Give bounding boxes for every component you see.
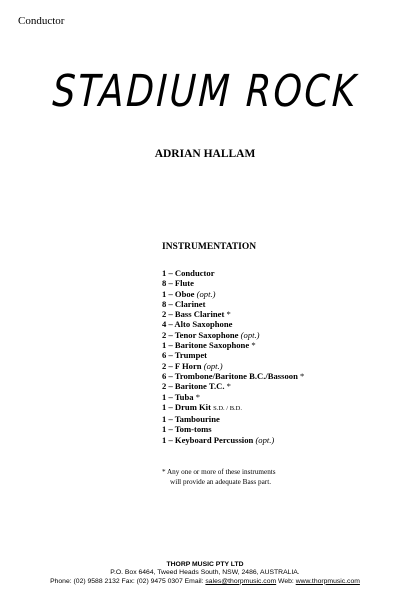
instrument-item: [162, 392, 304, 402]
phone-fax-label: Phone: (02) 9588 2132 Fax: (02) 9475 0307 Email:: [50, 577, 204, 585]
publisher-contact: [0, 578, 410, 586]
instrument-name: 2 – Bass Clarinet: [162, 309, 225, 320]
instrument-name: 2 – Tenor Saxophone: [162, 329, 239, 340]
instrument-name: 1 – Baritone Saxophone: [162, 340, 250, 351]
instrument-note: *: [226, 381, 231, 392]
instrument-item: [162, 289, 304, 299]
instrument-item: [162, 330, 304, 340]
instrument-name: 1 – Keyboard Percussion: [162, 434, 254, 445]
composer-name: ADRIAN HALLAM: [154, 148, 256, 160]
instrument-note: *: [300, 370, 305, 381]
instrument-item: [162, 309, 304, 319]
instrument-item: [162, 371, 304, 381]
publisher-footer: [0, 561, 410, 586]
instrument-name: 1 – Conductor: [162, 268, 215, 278]
instrumentation-list: [162, 268, 304, 445]
instrumentation-heading: INSTRUMENTATION: [162, 242, 257, 252]
piece-title: STADIUM ROCK: [51, 66, 359, 117]
instrument-item: [162, 381, 304, 391]
instrument-name: 2 – F Horn: [162, 360, 202, 371]
instrument-note: (opt.): [240, 329, 260, 340]
instrument-item: [162, 361, 304, 371]
instrument-item: [162, 402, 304, 414]
instrument-name: 8 – Clarinet: [162, 298, 206, 309]
instrument-note: *: [226, 309, 231, 320]
instrument-name: 1 – Tom-toms: [162, 424, 212, 435]
instrument-note: (opt.): [196, 288, 216, 299]
instrument-item: [162, 350, 304, 360]
instrument-item: [162, 268, 304, 278]
web-label: Web:: [278, 577, 294, 585]
title-container: [0, 62, 410, 122]
email-link[interactable]: sales@thorpmusic.com: [205, 577, 277, 585]
instrument-item: [162, 340, 304, 350]
instrument-item: [162, 278, 304, 288]
instrument-note: S.D. / B.D.: [213, 404, 242, 412]
website-link[interactable]: www.thorpmusic.com: [295, 577, 360, 585]
instrument-item: [162, 319, 304, 329]
instrument-note: *: [251, 340, 256, 351]
instrument-item: [162, 414, 304, 424]
instrument-item: [162, 299, 304, 309]
instrument-note: (opt.): [255, 434, 275, 445]
instrument-name: 1 – Oboe: [162, 288, 195, 299]
footnote-line-1: * Any one or more of these instruments: [162, 468, 276, 476]
instrument-name: 6 – Trombone/Baritone B.C./Bassoon: [162, 370, 298, 381]
instrument-name: 1 – Drum Kit: [162, 401, 211, 412]
publisher-name: THORP MUSIC PTY LTD: [166, 561, 244, 568]
instrument-note: (opt.): [203, 360, 223, 371]
instrument-item: [162, 424, 304, 434]
footnote-line-2: will provide an adequate Bass part.: [170, 477, 271, 486]
instrument-item: [162, 435, 304, 445]
instrument-name: 1 – Tambourine: [162, 414, 220, 425]
part-label: Conductor: [18, 15, 65, 27]
instrument-name: 6 – Trumpet: [162, 350, 208, 361]
instrument-name: 1 – Tuba: [162, 391, 194, 402]
instrument-name: 4 – Alto Saxophone: [162, 319, 233, 330]
instrument-note: *: [195, 391, 200, 402]
instrument-name: 8 – Flute: [162, 278, 194, 289]
instrument-name: 2 – Baritone T.C.: [162, 381, 225, 392]
bass-footnote: [162, 468, 276, 487]
publisher-address: P.O. Box 6464, Tweed Heads South, NSW, 2486, AUSTRALIA.: [110, 569, 300, 577]
